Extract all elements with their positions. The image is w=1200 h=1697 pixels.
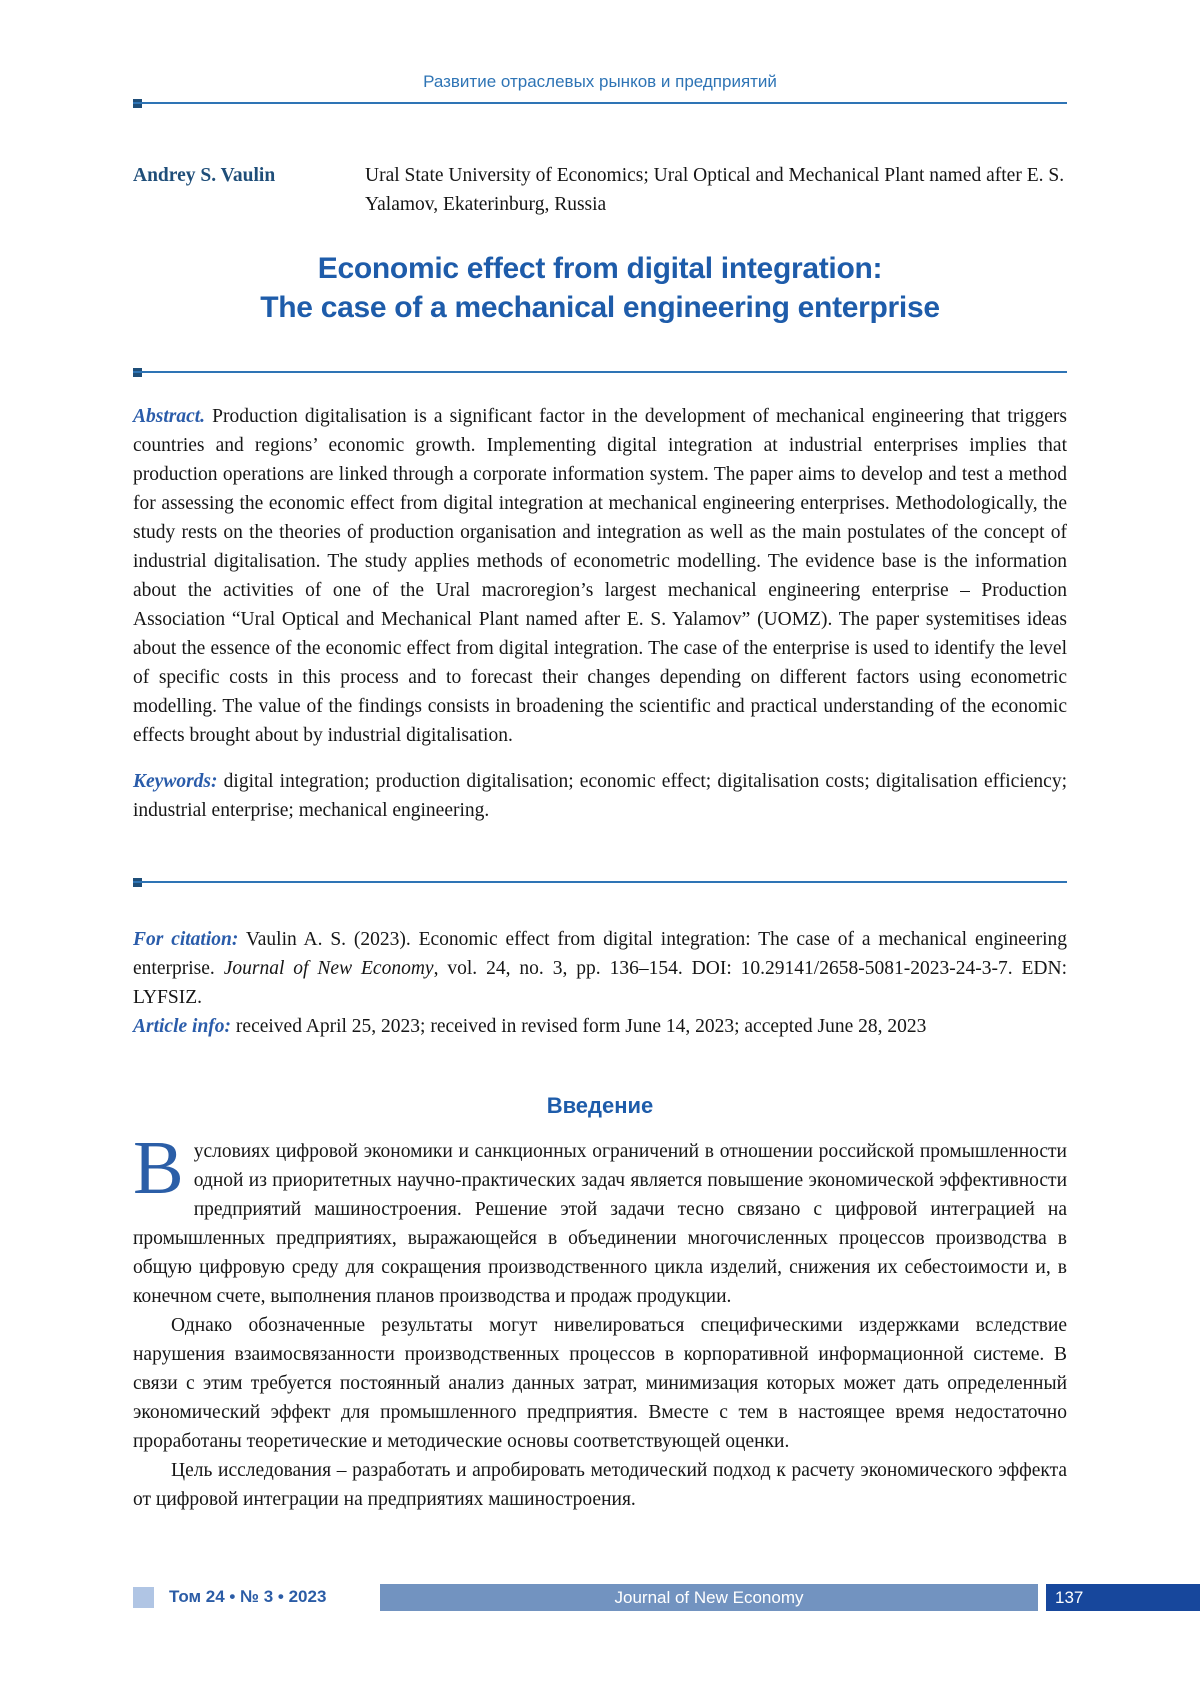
- author-affiliation: Ural State University of Economics; Ural Optical and Mechanical Plant named after E. S. Yalamov, Ekaterinburg, Russia: [365, 165, 1065, 215]
- running-head-section-title: Развитие отраслевых рынков и предприятий: [423, 72, 777, 91]
- footer-accent-square: [133, 1587, 154, 1608]
- introduction-paragraph-1-text: условиях цифровой экономики и санкционных ограничений в отношении российской промышленности одной из приоритетных научно-практических задач является повышение экономической эффективности предприятий машиностроения. Решение этой задачи тесно связано с цифровой интеграцией на промышленных предприятиях, выражающейся в объединении многочисленных процессов производства в общую цифровую среду для сокращения производственного цикла изделий, снижения их себестоимости и, в конечном счете, выполнения планов производства и продаж продукции.: [133, 1141, 1067, 1308]
- divider-line: [133, 102, 1067, 104]
- article-title-line1: Economic effect from digital integration:: [317, 252, 883, 285]
- keywords-paragraph: [133, 767, 1067, 825]
- citation-text-after-journal: , vol. 24, no. 3, pp. 136–154. DOI: 10.29141/2658-5081-2023-24-3-7. EDN: LYFSIZ.: [133, 958, 1068, 1008]
- page-content: [133, 0, 1067, 1514]
- citation-paragraph: [133, 925, 1067, 1012]
- footer-page-number: 137: [1046, 1584, 1200, 1611]
- article-info-text: received April 25, 2023; received in revised form June 14, 2023; accepted June 28, 2023: [231, 1016, 927, 1037]
- drop-cap: В: [133, 1126, 184, 1211]
- author-name: Andrey S. Vaulin: [133, 165, 276, 186]
- divider-line: [133, 881, 1067, 883]
- introduction-paragraph-2: Однако обозначенные результаты могут нивелироваться специфическими издержками вследствие нарушения взаимосвязанности производственных процессов в корпоративной информационной системе. В связи с этим требуется постоянный анализ данных затрат, минимизация которых может дать определенный экономический эффект для промышленного предприятия. Вместе с тем в настоящее время недостаточно проработаны теоретические и методические основы соответствующей оценки.: [133, 1315, 1067, 1453]
- keywords-label: Keywords:: [133, 771, 218, 792]
- article-info-label: Article info:: [133, 1016, 232, 1037]
- abstract-paragraph: [133, 402, 1067, 750]
- title-divider: [133, 368, 1067, 377]
- introduction-heading: Введение: [546, 1093, 654, 1118]
- footer-volume-issue: Том 24 • № 3 • 2023: [169, 1587, 327, 1606]
- footer-journal-name: Journal of New Economy: [380, 1584, 1038, 1611]
- citation-label: For citation:: [133, 929, 239, 950]
- keywords-text: digital integration; production digitalisation; economic effect; digitalisation costs; digitalisation efficiency; industrial enterprise; mechanical engineering.: [133, 771, 1067, 821]
- introduction-paragraph-3: Цель исследования – разработать и апробировать методический подход к расчету экономического эффекта от цифровой интеграции на предприятиях машиностроения.: [133, 1460, 1067, 1511]
- introduction-paragraph-1: [133, 1126, 1067, 1311]
- author-block: [133, 161, 1067, 219]
- page-footer: [0, 1584, 1200, 1612]
- citation-text-before-journal: Vaulin A. S. (2023). Economic effect from digital integration: The case of a mechanical engineering enterprise.: [133, 929, 1067, 979]
- divider-line: [133, 371, 1067, 373]
- header-divider: [133, 99, 1067, 108]
- article-title: [133, 249, 1067, 327]
- abstract-text: Production digitalisation is a significant factor in the development of mechanical engineering that triggers countries and regions’ economic growth. Implementing digital integration at industrial enterprises implies that production operations are linked through a corporate information system. The paper aims to develop and test a method for assessing the economic effect from digital integration at mechanical engineering enterprises. Methodologically, the study rests on the theories of production organisation and integration as well as the main postulates of the concept of industrial digitalisation. The study applies methods of econometric modelling. The evidence base is the information about the activities of one of the Ural macroregion’s largest mechanical engineering enterprise – Production Association “Ural Optical and Mechanical Plant named after E. S. Yalamov” (UOMZ). The paper systemitises ideas about the essence of the economic effect from digital integration. The case of the enterprise is used to identify the level of specific costs in this process and to forecast their changes depending on different factors using econometric modelling. The value of the findings consists in broadening the scientific and practical understanding of the economic effects brought about by industrial digitalisation.: [133, 406, 1067, 746]
- keywords-divider: [133, 878, 1067, 887]
- article-title-line2: The case of a mechanical engineering enterprise: [260, 291, 940, 324]
- abstract-label: Abstract.: [133, 406, 206, 427]
- citation-journal-name: Journal of New Economy: [223, 958, 434, 979]
- article-info-paragraph: [133, 1012, 1067, 1041]
